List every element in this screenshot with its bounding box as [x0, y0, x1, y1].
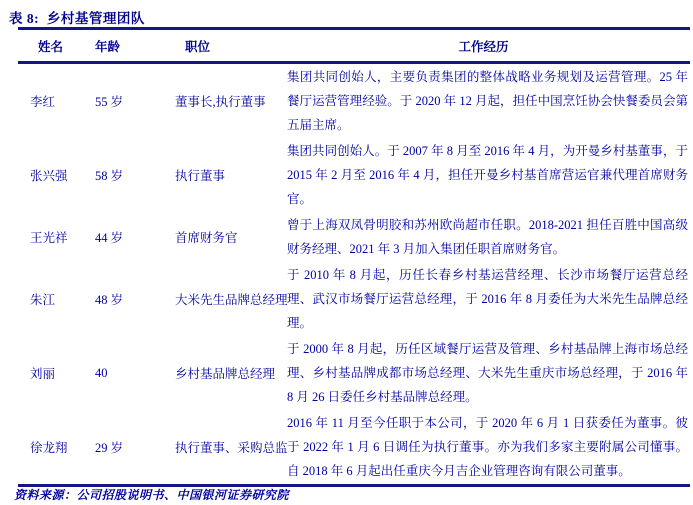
table-header-row — [18, 29, 690, 63]
table-row-liu-li — [18, 336, 690, 410]
source-note: 资料来源：公司招股说明书、中国银河证券研究院 — [14, 488, 290, 502]
cell-name: 李红 — [30, 95, 56, 109]
cell-position: 首席财务官 — [175, 231, 238, 245]
cell-name: 张兴强 — [30, 169, 68, 183]
table-row-zhu-jiang — [18, 262, 690, 336]
cell-experience: 集团共同创始人。于 2007 年 8 月至 2016 年 4 月，为开曼乡村基董事，于 2015 年 2 月至 2016 年 4 月，担任开曼乡村基首席营运官兼代理首席财务官。 — [287, 144, 688, 206]
cell-experience: 曾于上海双凤骨明胶和苏州欧尚超市任职。2018-2021 担任百胜中国高级财务经理、2021 年 3 月加入集团任职首席财务官。 — [287, 218, 688, 256]
cell-position: 董事长,执行董事 — [175, 95, 266, 109]
cell-experience: 于 2000 年 8 月起，历任区域餐厅运营及管理、乡村基品牌上海市场总经理、乡村基品牌成都市场总经理、大米先生重庆市场总经理，于 2016 年 8 月 26 日委任乡村基品牌总经理。 — [287, 342, 688, 404]
table-row-li-hong — [18, 63, 690, 139]
cell-position: 乡村基品牌总经理 — [175, 367, 276, 381]
cell-age: 55 岁 — [95, 95, 124, 109]
cell-experience: 2016 年 11 月至今任职于本公司，于 2020 年 6 月 1 日获委任为董事。彼于 2022 年 1 月 6 日调任为执行董事。亦为我们多家主要附属公司懂事。自 2018 年 6 月起出任重庆今月吉企业管理咨询有限公司董事。 — [287, 416, 688, 478]
cell-name: 王光祥 — [30, 231, 68, 245]
cell-age: 40 — [95, 365, 108, 380]
cell-position: 大米先生品牌总经理 — [175, 293, 288, 307]
col-header-age: 年龄 — [83, 29, 163, 63]
cell-name: 刘丽 — [30, 367, 56, 381]
cell-age: 44 岁 — [95, 231, 124, 245]
table-row-zhang-xingqiang — [18, 138, 690, 212]
cell-experience: 于 2010 年 8 月起，历任长春乡村基运营经理、长沙市场餐厅运营总经理、武汉市场餐厅运营总经理，于 2016 年 8 月委任为大米先生品牌总经理。 — [287, 268, 688, 330]
cell-age: 29 岁 — [95, 441, 124, 455]
col-header-experience: 工作经历 — [277, 29, 690, 63]
table-row-wang-guangxiang — [18, 212, 690, 262]
cell-age: 58 岁 — [95, 169, 124, 183]
table-title: 表 8: 乡村基管理团队 — [9, 11, 145, 26]
cell-name: 朱江 — [30, 293, 56, 307]
cell-position: 执行董事 — [175, 169, 226, 183]
cell-age: 48 岁 — [95, 293, 124, 307]
col-header-position: 职位 — [163, 29, 277, 63]
management-team-table — [18, 27, 690, 487]
cell-position: 执行董事、采购总监 — [175, 441, 288, 455]
cell-experience: 集团共同创始人，主要负责集团的整体战略业务规划及运营管理。25 年餐厅运营管理经验。于 2020 年 12 月起，担任中国烹饪协会快餐委员会第五届主席。 — [287, 70, 688, 132]
col-header-name: 姓名 — [18, 29, 83, 63]
cell-name: 徐龙翔 — [30, 441, 68, 455]
table-row-xu-longxiang — [18, 410, 690, 486]
